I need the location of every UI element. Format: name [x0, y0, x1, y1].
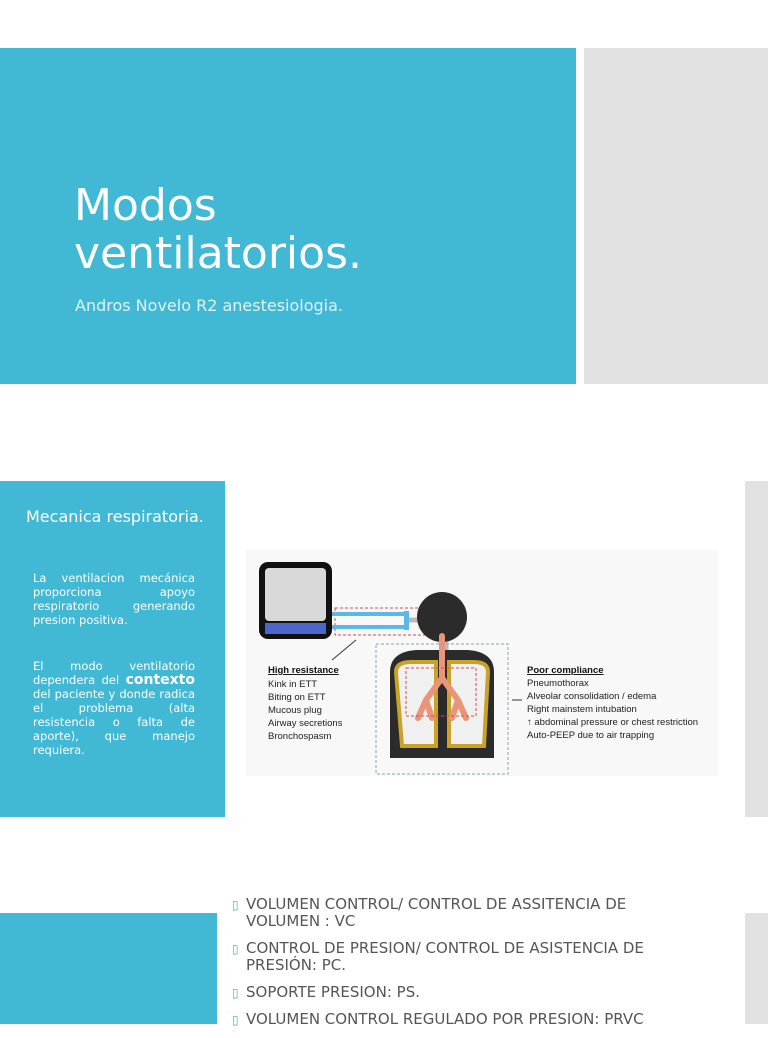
high-resistance-item: Biting on ETT — [268, 692, 326, 703]
slide-subtitle: Andros Novelo R2 anestesiologia. — [75, 296, 343, 315]
list-item-text: SOPORTE PRESION: PS. — [246, 983, 420, 1001]
mechanics-heading: Mecanica respiratoria. — [26, 507, 204, 526]
patient-torso — [376, 636, 508, 774]
list-item — [232, 984, 702, 1001]
poor-compliance-item: Pneumothorax — [527, 678, 589, 689]
modes-slide-panel — [0, 913, 217, 1024]
ventilation-modes-list — [232, 896, 702, 1038]
bullet-icon: ▯ — [232, 898, 239, 912]
bullet-icon: ▯ — [232, 942, 239, 956]
bullet-icon: ▯ — [232, 1013, 239, 1027]
list-item-text: CONTROL DE PRESION/ CONTROL DE ASISTENCIA DE PRESIÓN: PC. — [246, 939, 644, 974]
slide-title-line1: Modos — [74, 180, 217, 231]
poor-compliance-item: Auto-PEEP due to air trapping — [527, 730, 655, 741]
poor-compliance-item: ↑ abdominal pressure or chest restriction — [527, 717, 699, 728]
mechanics-slide-side-panel — [745, 481, 768, 817]
high-resistance-item: Kink in ETT — [268, 679, 318, 690]
ventilation-diagram-svg — [246, 550, 718, 776]
mechanics-paragraph-1: La ventilacion mecánica proporciona apoyo respiratorio generando presion positiva. — [33, 571, 195, 627]
ventilator-icon — [259, 562, 332, 639]
paragraph-2-start: El modo ventilatorio dependera del — [33, 659, 195, 687]
list-item — [232, 896, 702, 930]
high-resistance-item: Bronchospasm — [268, 731, 332, 742]
ventilation-diagram — [246, 550, 718, 776]
mechanics-paragraph-2 — [33, 659, 195, 757]
list-item — [232, 940, 702, 974]
poor-compliance-item: Alveolar consolidation / edema — [527, 691, 657, 702]
title-slide-side-panel — [584, 48, 768, 384]
paragraph-2-end: del paciente y donde radica el problema (alta resistencia o falta de aporte), que manejo requiera. — [33, 687, 195, 757]
slide-title — [74, 182, 554, 278]
slide-title-line2: ventilatorios. — [74, 228, 362, 279]
mechanics-slide-panel — [0, 481, 225, 817]
list-item — [232, 1011, 702, 1028]
high-resistance-heading: High resistance — [268, 665, 339, 676]
high-resistance-item: Airway secretions — [268, 718, 343, 729]
list-item-text: VOLUMEN CONTROL REGULADO POR PRESION: PRVC — [246, 1010, 644, 1028]
paragraph-2-emphasis: contexto — [125, 672, 195, 688]
list-item-text: VOLUMEN CONTROL/ CONTROL DE ASSITENCIA DE VOLUMEN : VC — [246, 895, 627, 930]
high-resistance-item: Mucous plug — [268, 705, 322, 716]
modes-slide-side-panel — [745, 913, 768, 1024]
bullet-icon: ▯ — [232, 986, 239, 1000]
poor-compliance-heading: Poor compliance — [527, 665, 604, 676]
poor-compliance-item: Right mainstem intubation — [527, 704, 637, 715]
